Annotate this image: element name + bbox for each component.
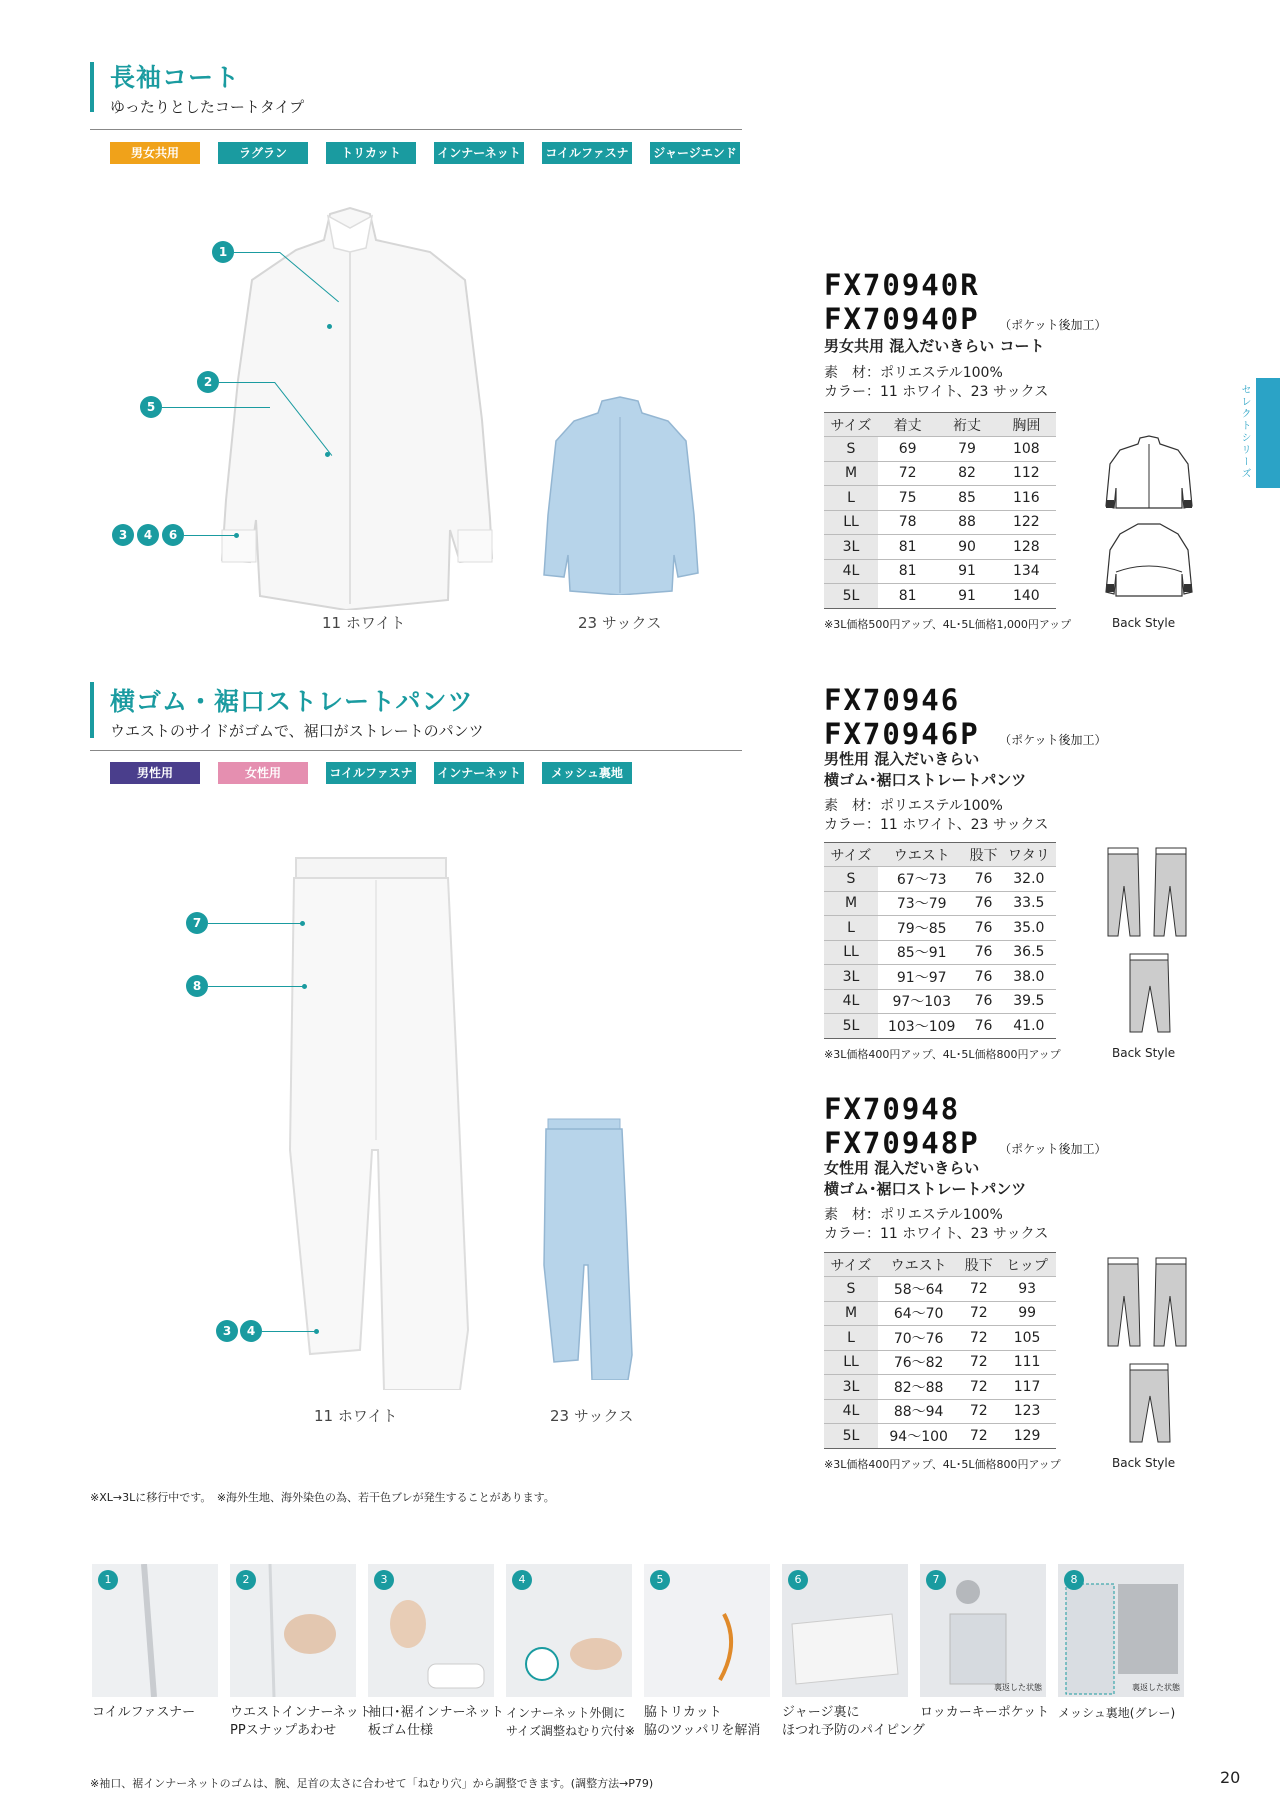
section-marker — [90, 62, 94, 112]
men-size-table: サイズ ウエスト 股下 ワタリ S 67〜73 76 32.0 M 73〜79 76 33.5 L 79〜85 76 35.0 LL 85〜91 76 36.5 3L 91〜97 76 38.0 4L 97〜103 76 39.5 5L 103〜109 76 41.0 — [824, 842, 1056, 1039]
women-colors: カラー：11 ホワイト、23 サックス — [824, 1226, 1049, 1242]
tag-inner-net: インナーネット — [434, 762, 524, 784]
table-row: S 67〜73 76 32.0 — [824, 867, 1056, 892]
feature-caption-3: 袖口･裾インナーネット 板ゴム仕様 — [368, 1705, 504, 1738]
coat-code-p-row — [824, 302, 1107, 336]
callout-4: 4 — [137, 524, 159, 546]
feature-photo-5 — [644, 1564, 770, 1697]
coat-code-r: FX70940R — [824, 268, 980, 302]
men-product-name-1: 男性用 混入だいきらい — [824, 750, 980, 768]
callout-line — [234, 252, 280, 253]
footnote: ※袖口、裾インナーネットのゴムは、腕、足首の太さに合わせて「ねむり穴」から調整できます。(調整方法→P79) — [90, 1777, 654, 1790]
callout-line — [208, 986, 304, 987]
men-price-note: ※3L価格400円アップ、4L･5L価格800円アップ — [824, 1048, 1061, 1061]
callout-dot — [302, 984, 307, 989]
coat-color-white: 11 ホワイト — [322, 614, 406, 632]
feature-number: 6 — [788, 1570, 808, 1590]
feature-photo-7 — [920, 1564, 1046, 1697]
feature-photo-2 — [230, 1564, 356, 1697]
sax-coat-image — [540, 395, 700, 595]
side-tab-label: セレクトシリーズ — [1239, 384, 1250, 480]
feature-number: 4 — [512, 1570, 532, 1590]
table-row: 4L 88〜94 72 123 — [824, 1399, 1056, 1424]
coat-back-style-image — [1104, 434, 1194, 604]
callout-8: 8 — [186, 975, 208, 997]
callout-4: 4 — [240, 1320, 262, 1342]
men-code: FX70946 — [824, 683, 961, 717]
feature-caption-1: コイルファスナー — [92, 1705, 196, 1720]
pants-title: 横ゴム・裾口ストレートパンツ — [110, 687, 474, 716]
men-back-style-image — [1104, 846, 1194, 1036]
tag-coil-zipper: コイルファスナー — [542, 142, 632, 164]
callout-1: 1 — [212, 241, 234, 263]
tag-raglan: ラグラン — [218, 142, 308, 164]
sax-pants-image — [540, 1115, 640, 1380]
tag-tricut: トリカット — [326, 142, 416, 164]
white-coat-image — [200, 200, 520, 610]
callout-dot — [325, 452, 330, 457]
table-row: LL 78 88 122 — [824, 510, 1056, 535]
table-row: M 72 82 112 — [824, 461, 1056, 486]
callout-dot — [300, 921, 305, 926]
men-code-note: （ポケット後加工） — [999, 733, 1107, 747]
table-row: 5L 94〜100 72 129 — [824, 1424, 1056, 1449]
feature-number: 3 — [374, 1570, 394, 1590]
coat-product-name: 男女共用 混入だいきらい コート — [824, 337, 1045, 355]
table-row: 5L 103〜109 76 41.0 — [824, 1014, 1056, 1039]
table-row: LL 76〜82 72 111 — [824, 1350, 1056, 1375]
table-row: 5L 81 91 140 — [824, 584, 1056, 609]
pants-color-sax: 23 サックス — [550, 1407, 634, 1425]
callout-line — [219, 382, 275, 383]
callout-line — [184, 535, 236, 536]
table-row: 3L 81 90 128 — [824, 535, 1056, 560]
col-header: 着丈 — [878, 413, 937, 437]
women-back-style-image — [1104, 1256, 1194, 1446]
women-size-table: サイズ ウエスト 股下 ヒップ S 58〜64 72 93 M 64〜70 72 99 L 70〜76 72 105 LL 76〜82 72 111 3L 82〜88 72 117 4L 88〜94 72 123 5L 94〜100 72 129 — [824, 1252, 1056, 1449]
table-row: 3L 91〜97 76 38.0 — [824, 965, 1056, 990]
men-code-p: FX70946P — [824, 717, 980, 751]
coat-material: 素 材：ポリエステル100% — [824, 365, 1003, 381]
callout-line — [162, 407, 270, 408]
feature-photo-4 — [506, 1564, 632, 1697]
feature-caption-7: ロッカーキーポケット — [920, 1705, 1050, 1720]
men-back-style-label: Back Style — [1112, 1046, 1176, 1060]
coat-code-p: FX70940P — [824, 302, 980, 336]
section-marker — [90, 682, 94, 738]
notice: ※XL→3Lに移行中です。 ※海外生地、海外染色の為、若干色ブレが発生することがあります。 — [90, 1491, 555, 1504]
women-price-note: ※3L価格400円アップ、4L･5L価格800円アップ — [824, 1458, 1061, 1471]
men-colors: カラー：11 ホワイト、23 サックス — [824, 817, 1049, 833]
callout-5: 5 — [140, 396, 162, 418]
coat-subtitle: ゆったりとしたコートタイプ — [110, 98, 305, 116]
coat-color-sax: 23 サックス — [578, 614, 662, 632]
feature-caption-2: ウエストインナーネット PPスナップあわせ — [230, 1705, 372, 1738]
table-row: M 64〜70 72 99 — [824, 1301, 1056, 1326]
flipped-label: 裏返した状態 — [994, 1683, 1042, 1692]
table-row: LL 85〜91 76 36.5 — [824, 940, 1056, 965]
table-row: L 79〜85 76 35.0 — [824, 916, 1056, 941]
coat-code-note: （ポケット後加工） — [999, 318, 1107, 332]
women-code: FX70948 — [824, 1092, 961, 1126]
callout-line — [208, 923, 302, 924]
pants-color-white: 11 ホワイト — [314, 1407, 398, 1425]
table-row: 3L 82〜88 72 117 — [824, 1375, 1056, 1400]
feature-number: 8 — [1064, 1570, 1084, 1590]
feature-photo-1 — [92, 1564, 218, 1697]
tag-mesh-lining: メッシュ裏地 — [542, 762, 632, 784]
callout-3: 3 — [112, 524, 134, 546]
feature-photo-8 — [1058, 1564, 1184, 1697]
coat-size-table — [824, 412, 1056, 609]
men-material: 素 材：ポリエステル100% — [824, 798, 1003, 814]
tag-jersey-end: ジャージエンド — [650, 142, 740, 164]
feature-number: 5 — [650, 1570, 670, 1590]
tag-inner-net: インナーネット — [434, 142, 524, 164]
women-back-style-label: Back Style — [1112, 1456, 1176, 1470]
feature-caption-4: インナーネット外側に サイズ調整ねむり穴付※ — [506, 1706, 636, 1738]
women-code-p-row — [824, 1126, 1107, 1160]
table-row: S 69 79 108 — [824, 437, 1056, 462]
pants-subtitle: ウエストのサイドがゴムで、裾口がストレートのパンツ — [110, 722, 484, 740]
men-product-name-2: 横ゴム･裾口ストレートパンツ — [824, 771, 1027, 789]
side-tab — [1256, 378, 1280, 488]
white-pants-image — [280, 850, 480, 1390]
col-header: 胸囲 — [997, 413, 1056, 437]
feature-caption-6: ジャージ裏に ほつれ予防のパイピング — [782, 1705, 925, 1738]
divider — [90, 129, 742, 130]
callout-6: 6 — [162, 524, 184, 546]
table-row: S 58〜64 72 93 — [824, 1277, 1056, 1302]
callout-dot — [327, 324, 332, 329]
women-code-p: FX70948P — [824, 1126, 980, 1160]
feature-photo-6 — [782, 1564, 908, 1697]
col-header: 裄丈 — [937, 413, 996, 437]
callout-dot — [314, 1329, 319, 1334]
tag-unisex: 男女共用 — [110, 142, 200, 164]
feature-photo-3 — [368, 1564, 494, 1697]
coat-back-style-label: Back Style — [1112, 616, 1176, 630]
callout-dot — [234, 533, 239, 538]
women-product-name-2: 横ゴム･裾口ストレートパンツ — [824, 1180, 1027, 1198]
feature-number: 7 — [926, 1570, 946, 1590]
tag-coil-zipper: コイルファスナー — [326, 762, 416, 784]
feature-caption-8: メッシュ裏地(グレー) — [1058, 1706, 1176, 1720]
women-code-note: （ポケット後加工） — [999, 1142, 1107, 1156]
women-product-name-1: 女性用 混入だいきらい — [824, 1159, 980, 1177]
coat-title: 長袖コート — [110, 63, 241, 92]
callout-2: 2 — [197, 371, 219, 393]
table-row: L 75 85 116 — [824, 486, 1056, 511]
coat-price-note: ※3L価格500円アップ、4L･5L価格1,000円アップ — [824, 618, 1072, 631]
page-number: 20 — [1220, 1768, 1241, 1787]
women-material: 素 材：ポリエステル100% — [824, 1207, 1003, 1223]
tag-women: 女性用 — [218, 762, 308, 784]
coat-colors: カラー：11 ホワイト、23 サックス — [824, 384, 1049, 400]
table-row: 4L 97〜103 76 39.5 — [824, 989, 1056, 1014]
men-code-p-row — [824, 717, 1107, 751]
tag-men: 男性用 — [110, 762, 200, 784]
callout-7: 7 — [186, 912, 208, 934]
flipped-label: 裏返した状態 — [1132, 1683, 1180, 1692]
col-header: サイズ — [824, 413, 878, 437]
feature-number: 1 — [98, 1570, 118, 1590]
feature-caption-5: 脇トリカット 脇のツッパリを解消 — [644, 1705, 761, 1738]
callout-line — [262, 1331, 316, 1332]
feature-number: 2 — [236, 1570, 256, 1590]
table-row: M 73〜79 76 33.5 — [824, 891, 1056, 916]
table-row: 4L 81 91 134 — [824, 559, 1056, 584]
divider — [90, 750, 742, 751]
table-row: L 70〜76 72 105 — [824, 1326, 1056, 1351]
callout-3: 3 — [216, 1320, 238, 1342]
